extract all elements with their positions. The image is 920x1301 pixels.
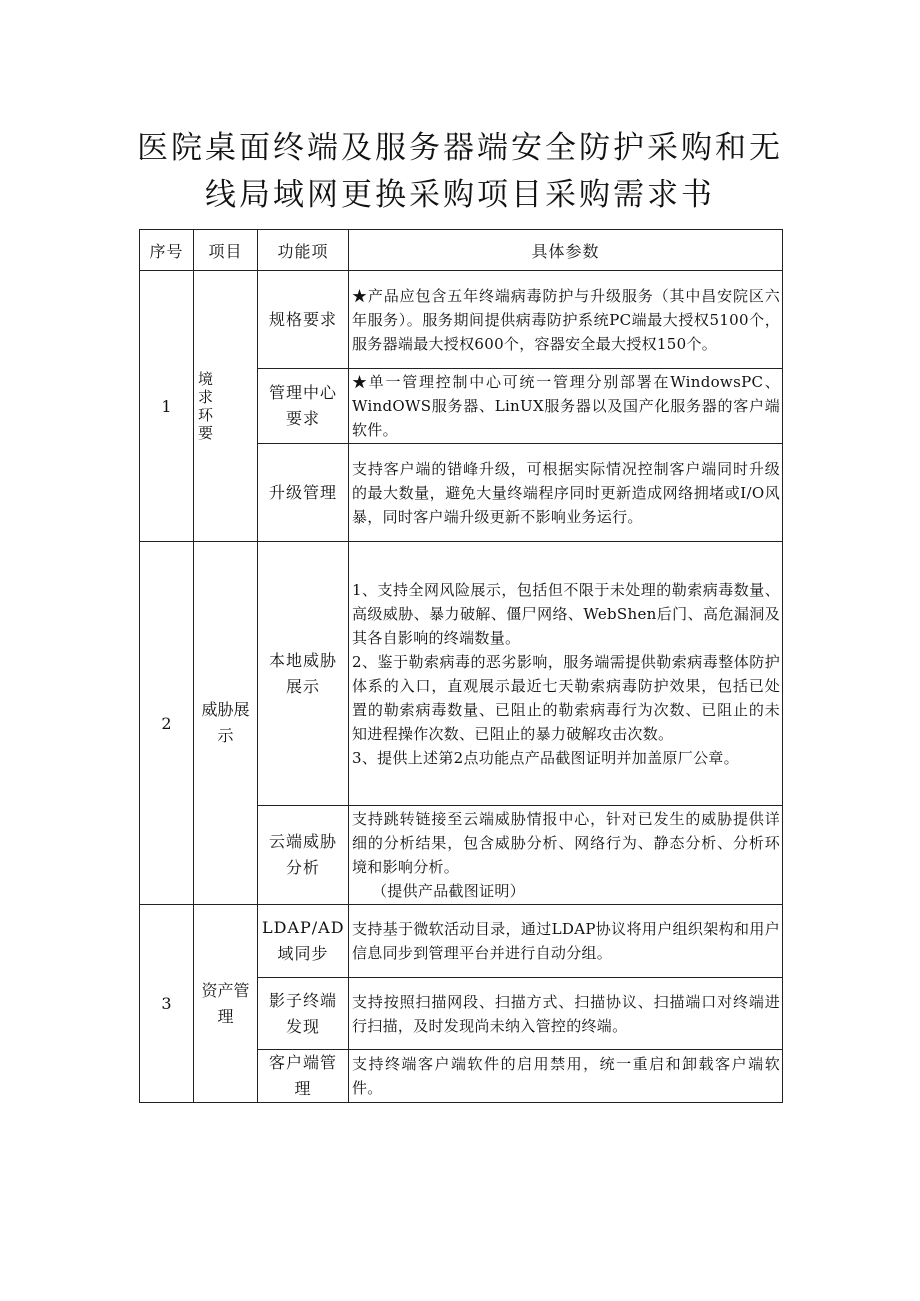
detail-shadow-terminal-discovery: 支持按照扫描网段、扫描方式、扫描协议、扫描端口对终端进行扫描，及时发现尚未纳入管控的终端。 xyxy=(349,978,783,1050)
detail-paragraph: 3、提供上述第2点功能点产品截图证明并加盖原厂公章。 xyxy=(352,748,739,767)
table-header-row xyxy=(140,230,783,271)
table-row xyxy=(140,271,783,369)
detail-client-management: 支持终端客户端软件的启用禁用，统一重启和卸载客户端软件。 xyxy=(349,1050,783,1103)
header-function: 功能项 xyxy=(258,230,349,271)
screenshot-proof-note: （提供产品截图证明） xyxy=(372,882,526,900)
item-environment-requirements: 境 求 环 要 xyxy=(194,271,258,542)
detail-management-center: ★单一管理控制中心可统一管理分别部署在WindowsPC、WindOWS服务器、LinUX服务器以及国产化服务器的客户端软件。 xyxy=(349,369,783,444)
row-number: 2 xyxy=(140,542,194,905)
row-number: 3 xyxy=(140,905,194,1103)
detail-spec-requirements: ★产品应包含五年终端病毒防护与升级服务（其中昌安院区六年服务）。服务期间提供病毒防护系统PC端最大授权5100个，服务器端最大授权600个，容器安全最大授权150个。 xyxy=(349,271,783,369)
detail-ldap-ad-sync: 支持基于微软活动目录，通过LDAP协议将用户组织架构和用户信息同步到管理平台并进行自动分组。 xyxy=(349,905,783,978)
table-row xyxy=(140,542,783,806)
function-management-center: 管理中心要求 xyxy=(258,369,349,444)
detail-paragraph: 2、鉴于勒索病毒的恶劣影响，服务端需提供勒索病毒整体防护体系的入口，直观展示最近七天勒索病毒防护效果，包括已处置的勒索病毒数量、已阻止的勒索病毒行为次数、已阻止的未知进程操作次数、已阻止的暴力破解攻击次数。 xyxy=(352,652,780,743)
detail-paragraph: 1、支持全网风险展示，包括但不限于未处理的勒索病毒数量、高级威胁、暴力破解、僵尸网络、WebShen后门、高危漏洞及其各自影响的终端数量。 xyxy=(352,580,780,647)
document-title-line-1: 医院桌面终端及服务器端安全防护采购和无 xyxy=(137,130,783,166)
function-spec-requirements: 规格要求 xyxy=(258,271,349,369)
item-threat-display: 威胁展示 xyxy=(194,542,258,905)
function-ldap-ad-sync: LDAP/AD域同步 xyxy=(258,905,349,978)
function-client-management: 客户端管理 xyxy=(258,1050,349,1103)
item-asset-management: 资产管理 xyxy=(194,905,258,1103)
header-item: 项目 xyxy=(194,230,258,271)
detail-upgrade-management: 支持客户端的错峰升级，可根据实际情况控制客户端同时升级的最大数量，避免大量终端程序同时更新造成网络拥堵或I/O风暴，同时客户端升级更新不影响业务运行。 xyxy=(349,444,783,542)
function-cloud-threat-analysis: 云端威胁分析 xyxy=(258,806,349,905)
document-title-line-2: 线局域网更换采购项目采购需求书 xyxy=(205,177,715,213)
function-shadow-terminal-discovery: 影子终端发现 xyxy=(258,978,349,1050)
row-number: 1 xyxy=(140,271,194,542)
detail-cloud-threat-analysis xyxy=(349,806,783,905)
header-no: 序号 xyxy=(140,230,194,271)
detail-paragraph: 支持跳转链接至云端威胁情报中心，针对已发生的威胁提供详细的分析结果，包含威胁分析、网络行为、静态分析、分析环境和影响分析。 xyxy=(352,810,780,876)
detail-local-threat-display xyxy=(349,542,783,806)
function-local-threat-display: 本地威胁展示 xyxy=(258,542,349,806)
requirements-table xyxy=(139,229,783,1103)
header-detail: 具体参数 xyxy=(349,230,783,271)
function-upgrade-management: 升级管理 xyxy=(258,444,349,542)
table-row xyxy=(140,905,783,978)
